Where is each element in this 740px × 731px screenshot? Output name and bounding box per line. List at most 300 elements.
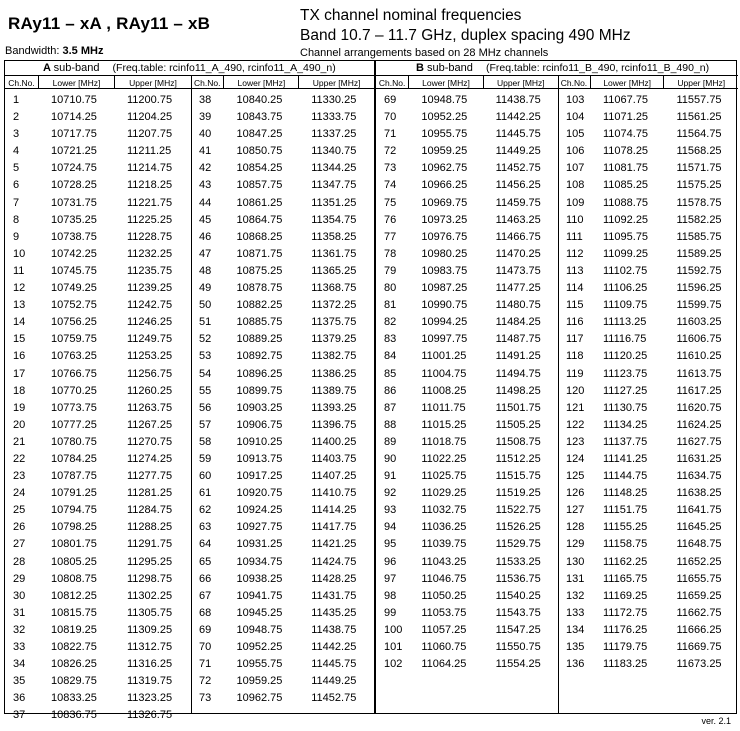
lower-frequency: 10773.75 [51, 401, 97, 414]
table-row [376, 195, 558, 212]
upper-frequency: 11501.75 [495, 401, 541, 414]
lower-frequency: 11130.75 [602, 401, 648, 414]
upper-frequency: 11435.25 [311, 606, 357, 619]
table-row [376, 588, 558, 605]
channel-number: 59 [199, 452, 212, 465]
upper-frequency: 11564.75 [676, 128, 722, 141]
lower-frequency: 11050.25 [421, 589, 467, 602]
table-row [191, 673, 374, 690]
table-row [376, 229, 558, 246]
lower-frequency: 10850.75 [236, 145, 283, 158]
upper-frequency: 11333.75 [311, 111, 357, 124]
channel-number: 130 [566, 555, 585, 568]
table-row [5, 622, 191, 639]
upper-frequency: 11547.25 [495, 623, 541, 636]
lower-frequency: 10927.75 [236, 521, 283, 534]
sub-band-a-header [5, 61, 374, 75]
table-row [376, 109, 558, 126]
table-row [191, 485, 374, 502]
channel-number: 40 [199, 128, 212, 141]
channel-number: 100 [384, 623, 403, 636]
sub-band-b-column-1 [376, 75, 559, 713]
channel-number: 123 [566, 435, 585, 448]
upper-frequency: 11473.75 [495, 264, 541, 277]
channel-number: 26 [13, 521, 26, 534]
lower-frequency: 11102.75 [602, 264, 648, 277]
channel-number: 110 [566, 213, 584, 226]
upper-frequency: 11603.25 [676, 316, 722, 329]
table-row [376, 622, 558, 639]
lower-frequency: 10955.75 [236, 658, 283, 671]
lower-frequency: 10759.75 [51, 333, 97, 346]
channel-number: 83 [384, 333, 397, 346]
lower-frequency: 10966.25 [421, 179, 468, 192]
lower-frequency: 11085.25 [602, 179, 649, 192]
lower-frequency: 10843.75 [236, 111, 283, 124]
channel-number: 12 [13, 282, 26, 295]
lower-frequency: 10815.75 [51, 606, 97, 619]
sub-band-a-column-1 [5, 75, 192, 722]
table-row [376, 92, 558, 109]
table-row [191, 246, 374, 263]
channel-number: 37 [13, 709, 26, 722]
ch-header: Ch.No. [376, 76, 409, 88]
table-row [191, 280, 374, 297]
upper-frequency: 11477.25 [495, 282, 541, 295]
upper-frequency: 11575.25 [676, 179, 722, 192]
table-row [5, 417, 191, 434]
table-row [5, 434, 191, 451]
upper-frequency: 11659.25 [676, 589, 722, 602]
table-row [376, 212, 558, 229]
table-row [191, 331, 374, 348]
channel-number: 4 [13, 145, 20, 158]
upper-frequency: 11543.75 [495, 606, 541, 619]
channel-number: 71 [384, 128, 397, 141]
upper-frequency: 11295.25 [127, 555, 173, 568]
table-row [5, 331, 191, 348]
table-row [558, 177, 738, 194]
table-row [5, 383, 191, 400]
lower-frequency: 10980.25 [421, 247, 468, 260]
channel-number: 72 [199, 675, 212, 688]
table-row [191, 177, 374, 194]
upper-frequency: 11508.75 [495, 435, 541, 448]
channel-number: 58 [199, 435, 212, 448]
table-row [558, 246, 738, 263]
channel-number: 85 [384, 367, 397, 380]
upper-frequency: 11393.25 [311, 401, 357, 414]
table-row [376, 571, 558, 588]
lower-frequency: 11179.75 [602, 641, 648, 653]
table-row [5, 588, 191, 605]
table-row [376, 297, 558, 314]
table-row [191, 143, 374, 160]
upper-frequency: 11578.75 [676, 196, 722, 209]
upper-frequency: 11641.75 [676, 504, 722, 517]
column-header [5, 75, 191, 89]
lower-frequency: 10864.75 [236, 213, 283, 226]
table-row [5, 519, 191, 536]
table-row [5, 400, 191, 417]
upper-frequency: 11302.25 [127, 589, 173, 602]
lower-frequency: 10822.75 [51, 641, 97, 653]
table-row [376, 263, 558, 280]
upper-frequency: 11428.25 [311, 572, 357, 585]
channel-number: 18 [13, 384, 26, 397]
lower-frequency: 10745.75 [51, 264, 97, 277]
lower-frequency: 11158.75 [602, 538, 648, 551]
upper-frequency: 11260.25 [127, 384, 173, 397]
channel-number: 89 [384, 435, 397, 448]
upper-frequency: 11204.25 [127, 111, 173, 124]
upper-frequency: 11424.75 [311, 555, 357, 568]
table-row [376, 280, 558, 297]
table-row [558, 536, 738, 553]
lower-frequency: 10948.75 [236, 623, 283, 636]
lower-frequency: 11064.25 [421, 658, 467, 671]
channel-number: 10 [13, 247, 26, 260]
upper-frequency: 11599.75 [676, 299, 722, 312]
table-row [558, 280, 738, 297]
lower-frequency: 10959.25 [421, 145, 468, 158]
upper-frequency: 11214.75 [127, 162, 173, 175]
lower-frequency: 10892.75 [236, 350, 283, 363]
upper-frequency: 11449.25 [495, 145, 541, 158]
upper-frequency: 11631.25 [676, 452, 722, 465]
lower-frequency: 10847.25 [236, 128, 283, 141]
lower-frequency: 11155.25 [602, 521, 648, 534]
table-row [191, 366, 374, 383]
table-row [376, 519, 558, 536]
bandwidth-label: Bandwidth: [5, 45, 60, 57]
channel-number: 97 [384, 572, 397, 585]
channel-number: 107 [566, 162, 585, 175]
channel-number: 76 [384, 213, 397, 226]
upper-frequency: 11270.75 [127, 435, 173, 448]
channel-number: 29 [13, 572, 26, 585]
lower-frequency: 11039.75 [421, 538, 467, 551]
upper-frequency: 11277.75 [127, 470, 173, 483]
channel-number: 121 [566, 401, 585, 414]
lower-frequency: 10794.75 [51, 504, 97, 517]
upper-frequency: 11232.25 [127, 247, 173, 260]
bandwidth-value: 3.5 MHz [62, 45, 104, 57]
lower-frequency: 11001.25 [421, 350, 467, 363]
upper-frequency: 11585.75 [676, 230, 722, 243]
upper-frequency: 11669.75 [676, 641, 722, 653]
channel-number: 71 [199, 658, 212, 671]
column-header [191, 75, 374, 89]
lower-frequency: 10889.25 [236, 333, 283, 346]
table-row [191, 400, 374, 417]
upper-frequency: 11536.75 [495, 572, 541, 585]
upper-frequency: 11515.75 [495, 470, 541, 483]
upper-frequency: 11407.25 [311, 470, 357, 483]
lower-frequency: 10784.25 [51, 452, 97, 465]
upper-frequency: 11340.75 [311, 145, 357, 158]
table-row [5, 554, 191, 571]
upper-frequency: 11442.25 [311, 641, 357, 653]
column-header [376, 75, 558, 89]
table-row [558, 314, 738, 331]
channel-number: 41 [199, 145, 212, 158]
upper-frequency: 11445.75 [311, 658, 357, 671]
table-row [376, 605, 558, 622]
table-row [191, 263, 374, 280]
upper-frequency: 11634.75 [676, 470, 722, 483]
channel-number: 92 [384, 487, 397, 500]
table-row [558, 212, 738, 229]
column-header [558, 75, 738, 89]
table-row [376, 485, 558, 502]
table-row [5, 143, 191, 160]
table-row [5, 690, 191, 707]
channel-number: 95 [384, 538, 397, 551]
upper-frequency: 11382.75 [311, 350, 357, 363]
table-row [191, 314, 374, 331]
channel-number: 28 [13, 555, 26, 568]
channel-number: 80 [384, 282, 397, 295]
channel-number: 50 [199, 299, 212, 312]
table-row [5, 177, 191, 194]
upper-frequency: 11337.25 [311, 128, 357, 141]
channel-number: 69 [199, 623, 212, 636]
lower-frequency: 10875.25 [236, 264, 283, 277]
table-row [5, 297, 191, 314]
table-row [558, 143, 738, 160]
channel-number: 13 [13, 299, 26, 312]
lower-frequency: 10833.25 [51, 692, 97, 705]
lower-frequency: 10917.25 [236, 470, 283, 483]
lower-frequency: 10840.25 [236, 94, 283, 106]
lower-frequency: 10899.75 [236, 384, 283, 397]
upper-frequency: 11582.25 [676, 213, 722, 226]
table-row [558, 383, 738, 400]
upper-frequency: 11529.75 [495, 538, 541, 551]
sub-band-a-freq-table: (Freq.table: rcinfo11_A_490, rcinfo11_A_490_n) [112, 62, 336, 74]
lower-frequency: 10938.25 [236, 572, 283, 585]
upper-frequency: 11487.75 [495, 333, 541, 346]
channel-number: 34 [13, 658, 26, 671]
upper-frequency: 11470.25 [495, 247, 541, 260]
channel-number: 117 [566, 333, 584, 346]
channel-number: 19 [13, 401, 26, 414]
upper-frequency: 11351.25 [311, 196, 357, 209]
upper-frequency: 11330.25 [311, 94, 357, 106]
upper-frequency: 11431.75 [311, 589, 357, 602]
upper-frequency: 11354.75 [311, 213, 357, 226]
upper-frequency: 11498.25 [495, 384, 541, 397]
table-row [558, 348, 738, 365]
upper-frequency: 11228.75 [127, 230, 173, 243]
upper-frequency: 11550.75 [495, 641, 541, 653]
channel-number: 39 [199, 111, 212, 124]
table-row [191, 92, 374, 109]
lower-frequency: 10983.75 [421, 264, 468, 277]
upper-frequency: 11403.75 [311, 452, 357, 465]
channel-number: 44 [199, 196, 212, 209]
table-row [558, 451, 738, 468]
upper-frequency: 11256.75 [127, 367, 173, 380]
upper-header: Upper [MHz] [496, 78, 545, 88]
upper-frequency: 11298.75 [127, 572, 173, 585]
sub-band-b-letter: B [416, 62, 424, 74]
table-row [5, 605, 191, 622]
lower-frequency: 11183.25 [602, 658, 648, 671]
channel-number: 27 [13, 538, 26, 551]
channel-number: 116 [566, 316, 584, 329]
upper-frequency: 11568.25 [676, 145, 722, 158]
channel-number: 93 [384, 504, 397, 517]
lower-frequency: 11095.75 [602, 230, 649, 243]
channel-number: 24 [13, 487, 26, 500]
table-row [5, 160, 191, 177]
lower-frequency: 10962.75 [421, 162, 468, 175]
lower-frequency: 11176.25 [602, 623, 648, 636]
lower-frequency: 11015.25 [421, 418, 467, 431]
table-row [191, 690, 374, 707]
upper-frequency: 11505.25 [495, 418, 541, 431]
upper-frequency: 11312.75 [127, 641, 173, 653]
channel-number: 42 [199, 162, 212, 175]
lower-frequency: 10941.75 [236, 589, 283, 602]
upper-frequency: 11400.25 [311, 435, 357, 448]
channel-number: 75 [384, 196, 397, 209]
lower-frequency: 11025.75 [421, 470, 467, 483]
table-row [558, 588, 738, 605]
channel-number: 54 [199, 367, 212, 380]
lower-frequency: 10836.75 [51, 709, 97, 722]
table-row [558, 109, 738, 126]
lower-frequency: 10934.75 [236, 555, 283, 568]
lower-frequency: 10969.75 [421, 196, 468, 209]
channel-number: 2 [13, 111, 20, 124]
table-row [376, 639, 558, 656]
band-description: Band 10.7 – 11.7 GHz, duplex spacing 490 MHz [300, 27, 631, 44]
table-row [191, 229, 374, 246]
table-row [191, 212, 374, 229]
channel-number: 70 [199, 641, 212, 653]
lower-frequency: 11148.25 [602, 487, 648, 500]
upper-frequency: 11372.25 [311, 299, 357, 312]
lower-frequency: 11088.75 [602, 196, 649, 209]
sub-band-a-label: sub-band [53, 62, 100, 74]
lower-frequency: 11060.75 [421, 641, 467, 653]
table-row [5, 451, 191, 468]
table-row [376, 246, 558, 263]
lower-frequency: 11004.75 [421, 367, 467, 380]
upper-frequency: 11526.25 [495, 521, 541, 534]
upper-frequency: 11610.25 [676, 350, 722, 363]
table-row [5, 366, 191, 383]
table-row [376, 400, 558, 417]
upper-frequency: 11421.25 [311, 538, 357, 551]
lower-frequency: 10738.75 [51, 230, 97, 243]
channel-number: 128 [566, 521, 585, 534]
upper-frequency: 11200.75 [127, 94, 173, 106]
table-row [191, 160, 374, 177]
lower-frequency: 11123.75 [602, 367, 648, 380]
upper-frequency: 11361.75 [311, 247, 357, 260]
lower-header: Lower [MHz] [409, 76, 483, 88]
channel-number: 87 [384, 401, 397, 414]
channel-number: 82 [384, 316, 397, 329]
sub-band-a-column-2 [191, 75, 374, 713]
table-row [376, 126, 558, 143]
upper-frequency: 11305.75 [127, 606, 173, 619]
lower-frequency: 11053.75 [421, 606, 467, 619]
channel-number: 21 [13, 435, 26, 448]
channel-number: 129 [566, 538, 585, 551]
channel-number: 16 [13, 350, 26, 363]
upper-frequency: 11316.25 [127, 658, 173, 671]
upper-frequency: 11417.75 [311, 521, 357, 534]
table-row [5, 246, 191, 263]
channel-number: 74 [384, 179, 397, 192]
table-row [191, 383, 374, 400]
channel-number: 118 [566, 350, 584, 363]
upper-frequency: 11379.25 [311, 333, 357, 346]
upper-frequency: 11645.25 [676, 521, 722, 534]
lower-frequency: 10885.75 [236, 316, 283, 329]
lower-frequency: 11099.25 [602, 247, 649, 260]
table-row [191, 348, 374, 365]
channel-number: 98 [384, 589, 397, 602]
channel-number: 81 [384, 299, 397, 312]
table-row [558, 434, 738, 451]
channel-number: 77 [384, 230, 397, 243]
lower-frequency: 10906.75 [236, 418, 283, 431]
channel-number: 17 [13, 367, 26, 380]
upper-frequency: 11638.25 [676, 487, 722, 500]
upper-frequency: 11596.25 [676, 282, 722, 295]
upper-frequency: 11249.75 [127, 333, 173, 346]
channel-number: 94 [384, 521, 397, 534]
upper-frequency: 11218.25 [127, 179, 173, 192]
lower-frequency: 10910.25 [236, 435, 283, 448]
table-row [191, 468, 374, 485]
upper-frequency: 11449.25 [311, 675, 357, 688]
upper-frequency: 11246.25 [127, 316, 173, 329]
lower-frequency: 11008.25 [421, 384, 467, 397]
channel-number: 47 [199, 247, 212, 260]
channel-number: 23 [13, 470, 26, 483]
upper-frequency: 11673.25 [676, 658, 722, 671]
upper-frequency: 11561.25 [676, 111, 722, 124]
lower-frequency: 10861.25 [236, 196, 283, 209]
lower-frequency: 11046.75 [421, 572, 467, 585]
upper-frequency: 11442.25 [495, 111, 541, 124]
table-row [5, 468, 191, 485]
lower-frequency: 11043.25 [421, 555, 467, 568]
table-row [376, 502, 558, 519]
lower-frequency: 11120.25 [602, 350, 648, 363]
lower-frequency: 10973.25 [421, 213, 468, 226]
table-row [191, 536, 374, 553]
sub-band-a-letter: A [43, 62, 51, 74]
table-row [558, 92, 738, 109]
lower-frequency: 10987.25 [421, 282, 468, 295]
upper-frequency: 11480.75 [495, 299, 541, 312]
lower-frequency: 10952.25 [421, 111, 468, 124]
channel-number: 1 [13, 94, 20, 106]
upper-frequency: 11445.75 [495, 128, 541, 141]
channel-number: 52 [199, 333, 212, 346]
channel-number: 69 [384, 94, 397, 106]
ch-header: Ch.No. [191, 76, 224, 88]
channel-number: 7 [13, 196, 20, 209]
